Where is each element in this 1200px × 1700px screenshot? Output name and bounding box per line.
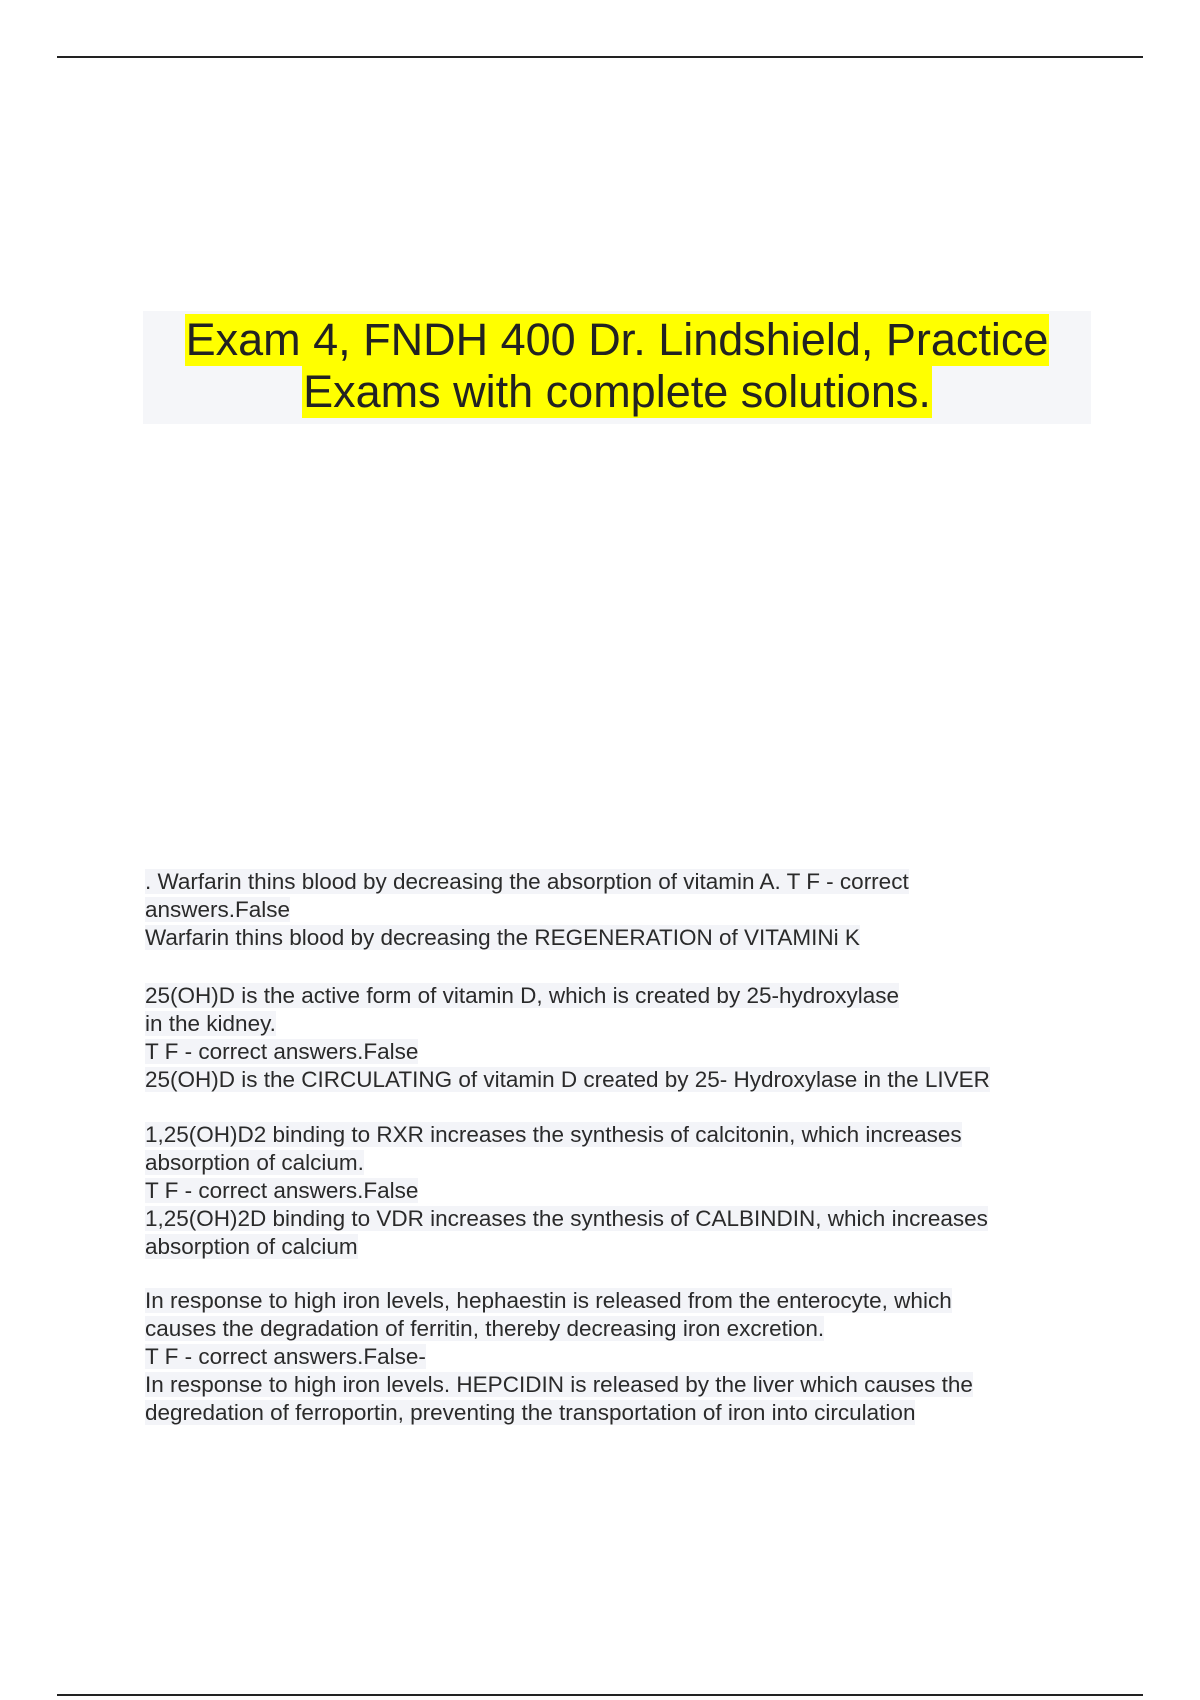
text-line: in the kidney. — [145, 1011, 276, 1036]
text-line: absorption of calcium — [145, 1234, 358, 1259]
text-line: . Warfarin thins blood by decreasing the absorption of vitamin A. T F - correct — [145, 869, 909, 894]
text-line: absorption of calcium. — [145, 1150, 364, 1175]
title-line-1: Exam 4, FNDH 400 Dr. Lindshield, Practice — [185, 314, 1049, 365]
text-line: answers.False — [145, 897, 291, 922]
text-line: T F - correct answers.False- — [145, 1344, 426, 1369]
text-line: 1,25(OH)2D binding to VDR increases the synthesis of CALBINDIN, which increases — [145, 1206, 988, 1231]
question-block-4 — [145, 1287, 1085, 1427]
text-line: causes the degradation of ferritin, thereby decreasing iron excretion. — [145, 1316, 825, 1341]
text-line: degredation of ferroportin, preventing the transportation of iron into circulation — [145, 1400, 916, 1425]
text-line: 25(OH)D is the active form of vitamin D, which is created by 25-hydroxylase — [145, 983, 900, 1008]
question-block-3 — [145, 1121, 1085, 1261]
title-line-2: Exams with complete solutions. — [303, 366, 931, 417]
text-line: 1,25(OH)D2 binding to RXR increases the synthesis of calcitonin, which increases — [145, 1122, 962, 1147]
text-line: T F - correct answers.False — [145, 1039, 419, 1064]
text-line: In response to high iron levels. HEPCIDIN is released by the liver which causes the — [145, 1372, 973, 1397]
bottom-rule — [57, 1694, 1143, 1696]
text-line: Warfarin thins blood by decreasing the REGENERATION of VITAMINi K — [145, 925, 860, 950]
text-line: T F - correct answers.False — [145, 1178, 419, 1203]
document-title — [143, 311, 1091, 424]
top-rule — [57, 56, 1143, 58]
text-line: In response to high iron levels, hephaestin is released from the enterocyte, which — [145, 1288, 952, 1313]
text-line: 25(OH)D is the CIRCULATING of vitamin D created by 25- Hydroxylase in the LIVER — [145, 1067, 990, 1092]
question-block-1 — [145, 868, 1085, 952]
question-block-2 — [145, 982, 1085, 1094]
